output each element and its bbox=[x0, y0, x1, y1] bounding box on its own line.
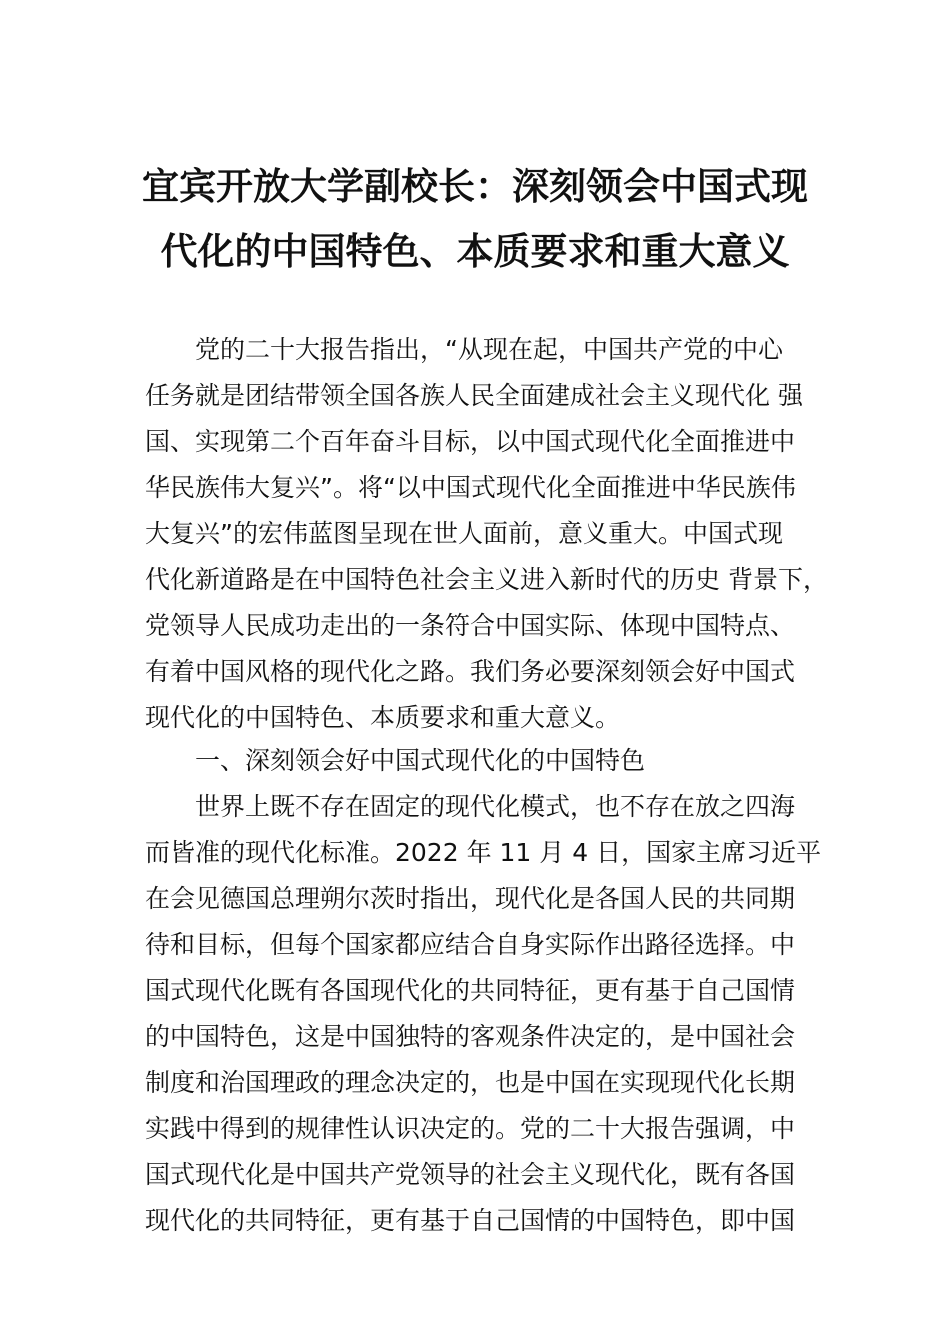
body-line-15: 国式现代化既有各国现代化的共同特征，更有基于自己国情 bbox=[145, 976, 796, 1005]
body-line-5: 大复兴”的宏伟蓝图呈现在世人面前，意义重大。中国式现 bbox=[145, 519, 783, 548]
body-line-6: 代化新道路是在中国特色社会主义进入新时代的历史 背景下， bbox=[145, 565, 828, 594]
body-line-19: 国式现代化是中国共产党领导的社会主义现代化，既有各国 bbox=[145, 1160, 796, 1189]
body-line-4: 华民族伟大复兴”。将“以中国式现代化全面推进中华民族伟 bbox=[145, 473, 796, 502]
body-line-17: 制度和治国理政的理念决定的，也是中国在实现现代化长期 bbox=[145, 1068, 796, 1097]
body-line-3: 国、实现第二个百年奋斗目标，以中国式现代化全面推进中 bbox=[145, 427, 796, 456]
body-line-16: 的中国特色，这是中国独特的客观条件决定的，是中国社会 bbox=[145, 1022, 796, 1051]
body-line-11: 世界上既不存在固定的现代化模式，也不存在放之四海 bbox=[195, 792, 796, 821]
body-line-9: 现代化的中国特色、本质要求和重大意义。 bbox=[145, 703, 621, 732]
body-line-8: 有着中国风格的现代化之路。我们务必要深刻领会好中国式 bbox=[145, 657, 796, 686]
document-title-line-2: 代化的中国特色、本质要求和重大意义 bbox=[160, 229, 790, 273]
body-line-20: 现代化的共同特征，更有基于自己国情的中国特色，即中国 bbox=[145, 1206, 796, 1235]
body-line-2: 任务就是团结带领全国各族人民全面建成社会主义现代化 强 bbox=[145, 381, 803, 410]
body-line-13: 在会见德国总理朔尔茨时指出，现代化是各国人民的共同期 bbox=[145, 884, 796, 913]
body-line-18: 实践中得到的规律性认识决定的。党的二十大报告强调，中 bbox=[145, 1114, 796, 1143]
document-title-line-1: 宜宾开放大学副校长：深刻领会中国式现 bbox=[142, 164, 808, 208]
section-heading-1: 一、深刻领会好中国式现代化的中国特色 bbox=[195, 746, 646, 775]
body-line-7: 党领导人民成功走出的一条符合中国实际、体现中国特点、 bbox=[145, 611, 796, 640]
body-line-1: 党的二十大报告指出，“从现在起，中国共产党的中心 bbox=[195, 335, 783, 364]
body-line-14: 待和目标，但每个国家都应结合自身实际作出路径选择。中 bbox=[145, 930, 796, 959]
body-line-12: 而皆准的现代化标准。2022 年 11 月 4 日，国家主席习近平 bbox=[145, 838, 822, 867]
